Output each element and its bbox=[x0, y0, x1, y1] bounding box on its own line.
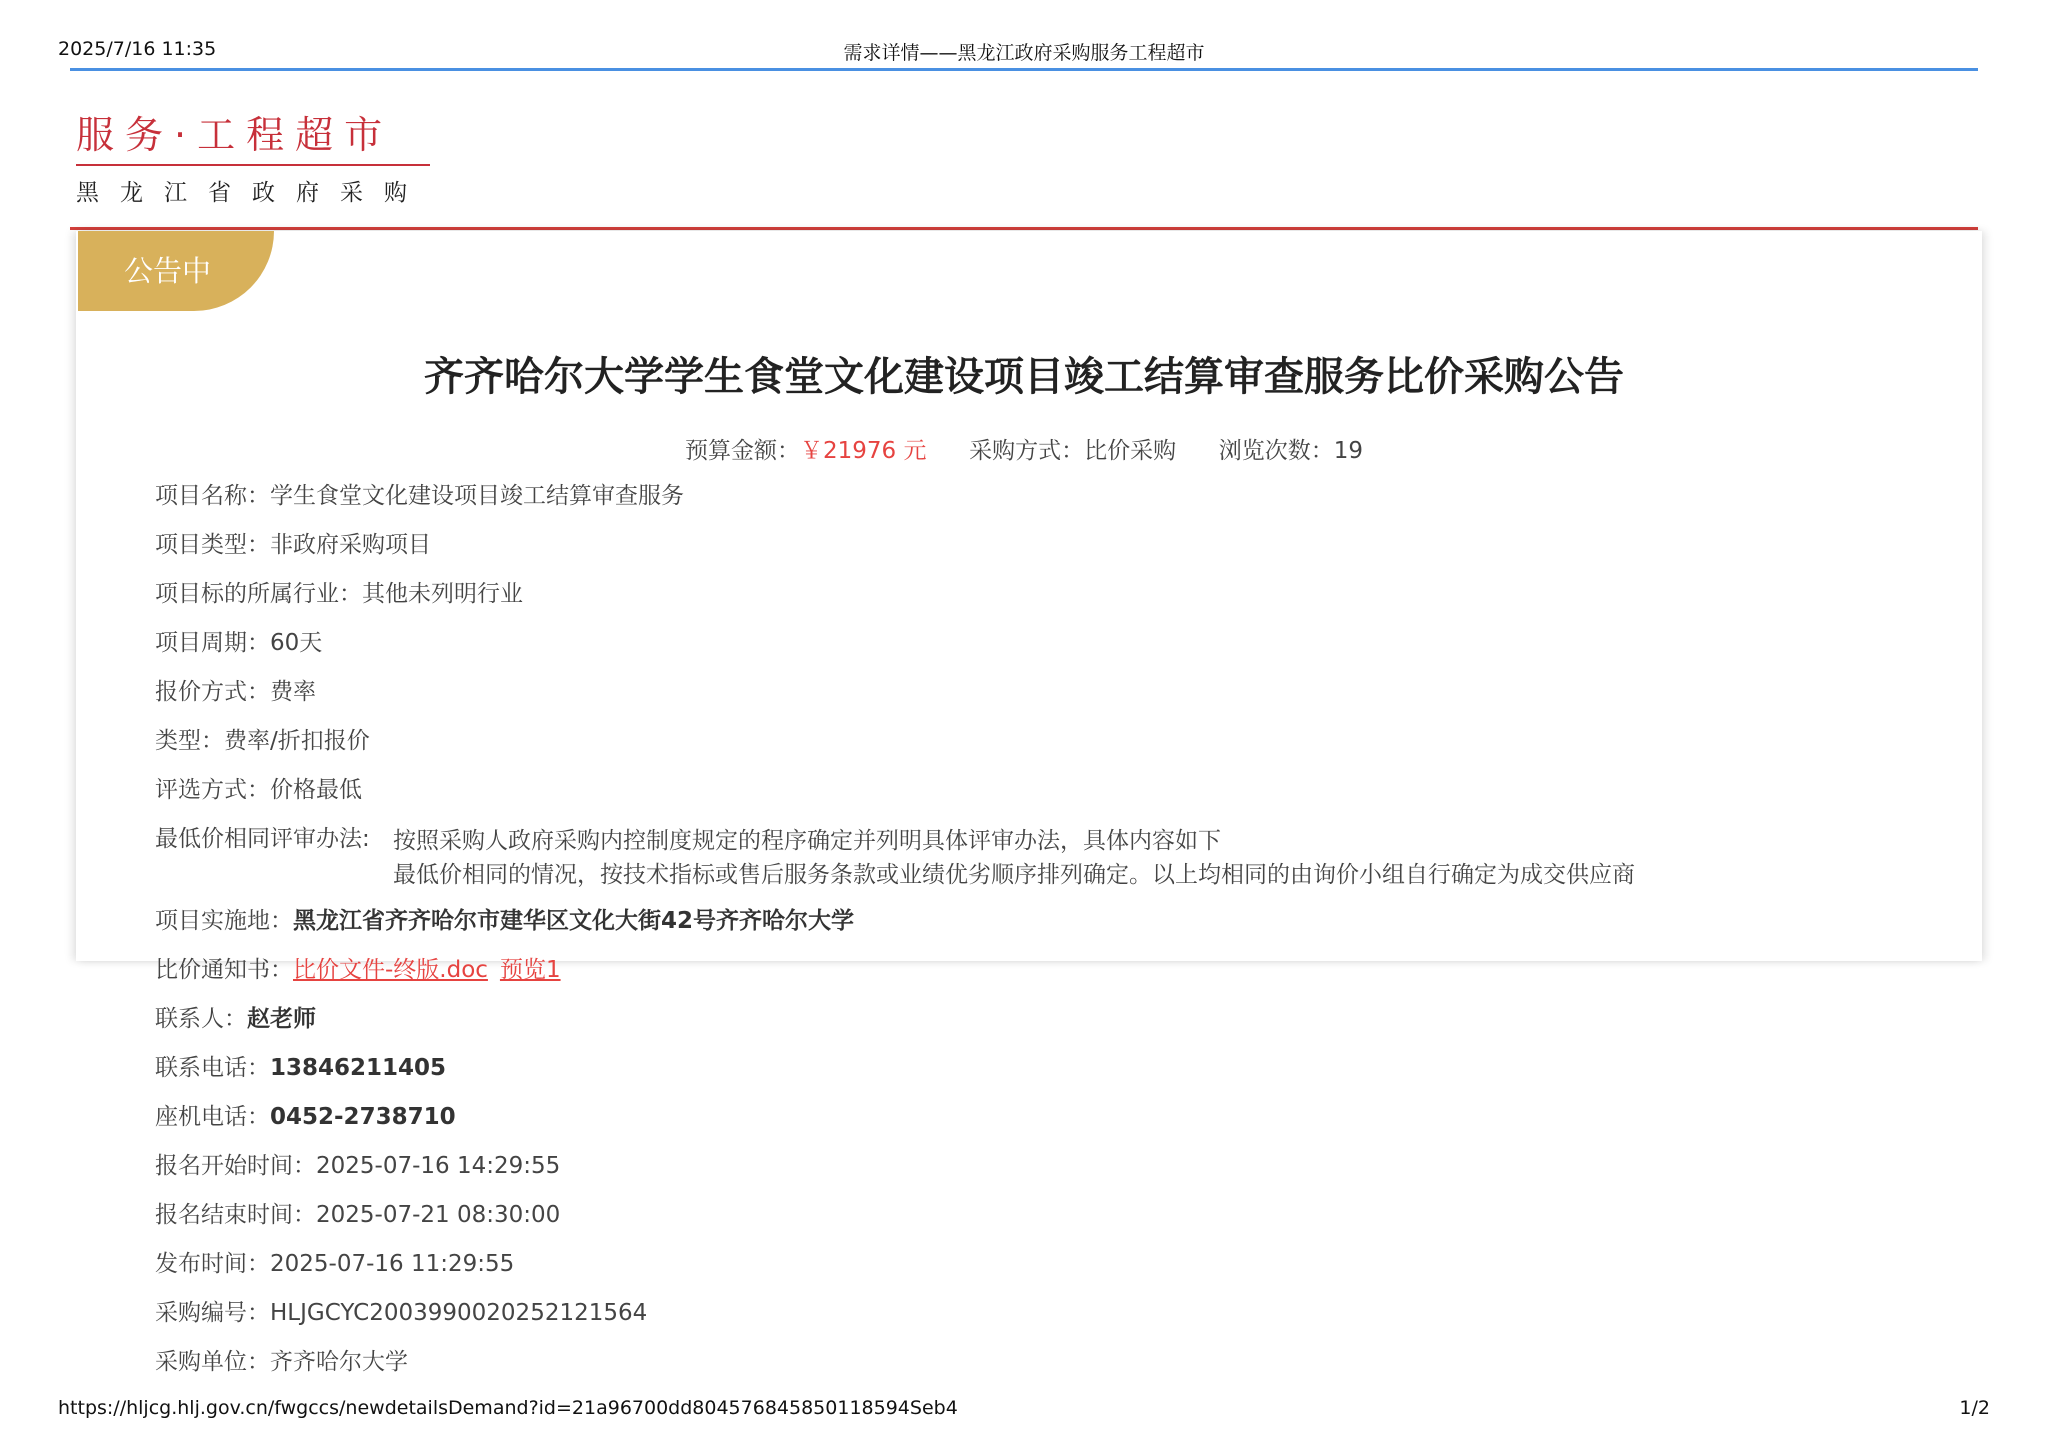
field-notice bbox=[155, 955, 1635, 1004]
field-label: 报价方式： bbox=[155, 679, 270, 705]
field-label: 项目实施地： bbox=[155, 908, 293, 934]
field-label: 联系电话： bbox=[155, 1055, 270, 1081]
field-label: 报名开始时间： bbox=[155, 1153, 316, 1179]
field-location bbox=[155, 906, 1635, 955]
logo-divider bbox=[76, 164, 430, 166]
field-quote-method bbox=[155, 677, 1635, 726]
field-reg-end bbox=[155, 1200, 1635, 1249]
field-value: 费率 bbox=[270, 679, 316, 705]
field-label: 座机电话： bbox=[155, 1104, 270, 1130]
views-label: 浏览次数： bbox=[1218, 438, 1334, 464]
field-value: 2025-07-16 14:29:55 bbox=[316, 1153, 561, 1179]
site-logo[interactable] bbox=[76, 112, 430, 207]
print-title: 需求详情——黑龙江政府采购服务工程超市 bbox=[843, 42, 1205, 64]
field-label: 项目标的所属行业： bbox=[155, 581, 362, 607]
field-value: 赵老师 bbox=[247, 1006, 316, 1032]
field-value: 0452-2738710 bbox=[270, 1104, 456, 1130]
field-selection bbox=[155, 775, 1635, 824]
field-project-name bbox=[155, 481, 1635, 530]
field-proc-no bbox=[155, 1298, 1635, 1347]
detail-fields bbox=[155, 481, 1635, 1396]
field-value: 黑龙江省齐齐哈尔市建华区文化大街42号齐齐哈尔大学 bbox=[293, 908, 855, 934]
field-value: 2025-07-21 08:30:00 bbox=[316, 1202, 561, 1228]
views-value: 19 bbox=[1333, 438, 1363, 464]
field-phone bbox=[155, 1053, 1635, 1102]
print-url: https://hljcg.hlj.gov.cn/fwgccs/newdetailsDemand?id=21a96700dd804576845850118594Seb4 bbox=[58, 1397, 958, 1419]
field-unit bbox=[155, 1347, 1635, 1396]
field-value: 价格最低 bbox=[270, 777, 362, 803]
field-publish-time bbox=[155, 1249, 1635, 1298]
field-value: 13846211405 bbox=[270, 1055, 447, 1081]
field-label: 项目周期： bbox=[155, 630, 270, 656]
field-label: 采购单位： bbox=[155, 1349, 270, 1375]
field-project-type bbox=[155, 530, 1635, 579]
tie-rule-line-1: 按照采购人政府采购内控制度规定的程序确定并列明具体评审办法，具体内容如下 bbox=[393, 828, 1221, 854]
budget-value: ￥21976 元 bbox=[799, 438, 927, 464]
field-label: 联系人： bbox=[155, 1006, 247, 1032]
field-value: 齐齐哈尔大学 bbox=[270, 1349, 408, 1375]
tie-rule-line-2: 最低价相同的情况，按技术指标或售后服务条款或业绩优劣顺序排列确定。以上均相同的由询价小组自行确定为成交供应商 bbox=[393, 862, 1635, 888]
logo-title: 服务·工程超市 bbox=[76, 113, 394, 157]
field-value: 60天 bbox=[270, 630, 323, 656]
logo-subtitle: 黑龙江省政府采购 bbox=[76, 180, 428, 206]
logo-divider-red bbox=[70, 227, 1978, 230]
field-label: 评选方式： bbox=[155, 777, 270, 803]
field-label: 比价通知书： bbox=[155, 957, 293, 983]
field-label: 发布时间： bbox=[155, 1251, 270, 1277]
field-contact bbox=[155, 1004, 1635, 1053]
field-value: HLJGCYC2003990020252121564 bbox=[270, 1300, 648, 1326]
print-header bbox=[58, 38, 1990, 64]
field-label: 项目类型： bbox=[155, 532, 270, 558]
field-value: 学生食堂文化建设项目竣工结算审查服务 bbox=[270, 483, 684, 509]
print-page-number: 1/2 bbox=[1959, 1397, 1990, 1419]
field-label: 采购编号： bbox=[155, 1300, 270, 1326]
field-value: 费率/折扣报价 bbox=[224, 728, 370, 754]
field-period bbox=[155, 628, 1635, 677]
print-date: 2025/7/16 11:35 bbox=[58, 38, 217, 60]
field-label: 项目名称： bbox=[155, 483, 270, 509]
page-title: 齐齐哈尔大学学生食堂文化建设项目竣工结算审查服务比价采购公告 bbox=[424, 354, 1624, 400]
method-label: 采购方式： bbox=[969, 438, 1085, 464]
field-type bbox=[155, 726, 1635, 775]
field-value: 2025-07-16 11:29:55 bbox=[270, 1251, 515, 1277]
status-badge: 公告中 bbox=[78, 231, 274, 311]
notice-preview-link[interactable]: 预览1 bbox=[499, 957, 561, 983]
field-value bbox=[393, 824, 1635, 906]
notice-file-link[interactable]: 比价文件-终版.doc bbox=[293, 957, 488, 983]
budget-label: 预算金额： bbox=[684, 438, 800, 464]
field-label: 类型： bbox=[155, 728, 224, 754]
method-value: 比价采购 bbox=[1084, 438, 1177, 464]
field-label: 报名结束时间： bbox=[155, 1202, 316, 1228]
field-reg-start bbox=[155, 1151, 1635, 1200]
field-industry bbox=[155, 579, 1635, 628]
summary-meta bbox=[0, 432, 2048, 465]
field-value: 其他未列明行业 bbox=[362, 581, 523, 607]
field-value: 非政府采购项目 bbox=[270, 532, 431, 558]
field-label: 最低价相同评审办法: bbox=[155, 826, 370, 852]
header-divider bbox=[70, 68, 1978, 71]
field-tie-rule bbox=[155, 824, 1635, 906]
field-landline bbox=[155, 1102, 1635, 1151]
